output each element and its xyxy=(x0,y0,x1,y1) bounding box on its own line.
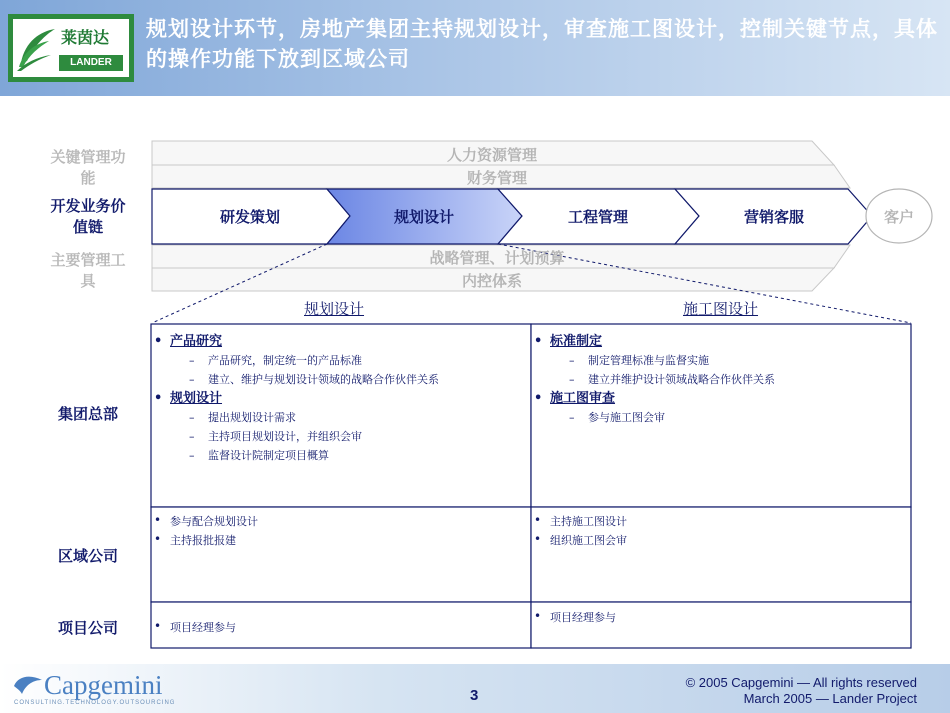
footer-band xyxy=(0,664,950,713)
chain-step-research[interactable]: 研发策划 xyxy=(219,208,280,226)
hq-left-content xyxy=(152,332,528,465)
group-title: 标准制定 xyxy=(550,334,603,349)
list-text: 主持报批报建 xyxy=(170,534,236,547)
planning-section-title xyxy=(304,298,364,319)
planning-section-text: 规划设计 xyxy=(304,300,365,318)
hr-band-label: 人力资源管理 xyxy=(446,146,537,164)
list-item: – 主持项目规划设计，并组织会审 xyxy=(189,430,362,443)
copyright-text: © 2005 Capgemini — All rights reserved xyxy=(685,675,917,690)
group-title: 产品研究 xyxy=(170,334,223,349)
date-project-text: March 2005 — Lander Project xyxy=(743,691,917,706)
list-item: • 主持报批报建 xyxy=(154,532,236,547)
key-mgmt-label xyxy=(30,147,146,189)
chain-step-marketing[interactable]: 营销客服 xyxy=(743,208,804,226)
list-item: • 标准制定 xyxy=(534,334,603,349)
list-text: 主持项目规划设计，并组织会审 xyxy=(208,430,362,443)
regional-left-content xyxy=(152,512,528,550)
regional-right-content xyxy=(532,512,908,550)
list-item: • 产品研究 xyxy=(154,334,223,349)
group-title: 规划设计 xyxy=(170,391,223,406)
customer-label: 客户 xyxy=(883,208,914,226)
main-tools-text: 主要管理工具 xyxy=(50,251,126,290)
row-label-regional: 区域公司 xyxy=(57,547,118,565)
capgemini-tagline: CONSULTING.TECHNOLOGY.OUTSOURCING xyxy=(14,700,176,706)
list-text: 建立、维护与规划设计领域的战略合作伙伴关系 xyxy=(208,373,439,386)
list-item: – 参与施工图会审 xyxy=(569,411,665,424)
list-text: 参与施工图会审 xyxy=(588,411,665,424)
list-text: 参与配合规划设计 xyxy=(170,515,258,528)
list-text: 项目经理参与 xyxy=(170,621,236,634)
chain-step-engineering[interactable]: 工程管理 xyxy=(567,208,628,226)
list-item: – 监督设计院制定项目概算 xyxy=(189,449,329,462)
list-item: • 参与配合规划设计 xyxy=(154,513,258,528)
copyright-block xyxy=(686,675,917,707)
logo-chinese-name: 莱茵达 xyxy=(61,28,110,47)
main-tools-label xyxy=(30,250,146,292)
row-label-hq: 集团总部 xyxy=(57,405,118,423)
chain-step-planning[interactable]: 规划设计 xyxy=(393,208,454,226)
list-text: 组织施工图会审 xyxy=(550,534,627,547)
list-item: – 产品研究，制定统一的产品标准 xyxy=(189,354,362,367)
list-item: • 施工图审查 xyxy=(534,391,616,406)
list-item: • 规划设计 xyxy=(154,391,223,406)
value-chain-label xyxy=(30,196,146,238)
key-mgmt-text: 关键管理功能 xyxy=(50,148,126,187)
list-text: 提出规划设计需求 xyxy=(208,411,296,424)
list-text: 主持施工图设计 xyxy=(550,515,627,528)
construction-section-text: 施工图设计 xyxy=(683,300,759,318)
strategy-band-label: 战略管理、计划预算 xyxy=(429,249,565,267)
value-chain-text: 开发业务价值链 xyxy=(50,197,126,236)
list-text: 项目经理参与 xyxy=(550,611,616,624)
construction-section-title xyxy=(683,298,758,319)
list-item: – 建立、维护与规划设计领域的战略合作伙伴关系 xyxy=(189,373,439,386)
page-title: 规划设计环节，房地产集团主持规划设计，审查施工图设计，控制关键节点，具体的操作功能下放到区域公司 xyxy=(146,17,938,71)
list-text: 产品研究，制定统一的产品标准 xyxy=(208,354,362,367)
page-number: 3 xyxy=(470,687,479,704)
list-item: • 组织施工图会审 xyxy=(534,532,627,547)
hq-right-content xyxy=(532,332,908,427)
control-band-label: 内控体系 xyxy=(461,272,522,290)
logo-english-name: LANDER xyxy=(59,55,123,71)
list-item: • 项目经理参与 xyxy=(154,619,236,634)
group-title: 施工图审查 xyxy=(550,391,616,406)
capgemini-spade-icon xyxy=(12,672,46,696)
list-item: – 制定管理标准与监督实施 xyxy=(569,354,709,367)
list-item: • 项目经理参与 xyxy=(534,609,616,624)
finance-band-label: 财务管理 xyxy=(466,169,527,187)
list-text: 制定管理标准与监督实施 xyxy=(588,354,709,367)
list-item: – 建立并维护设计领域战略合作伙伴关系 xyxy=(569,373,775,386)
list-item: • 主持施工图设计 xyxy=(534,513,627,528)
row-label-project: 项目公司 xyxy=(57,619,118,637)
project-left-content xyxy=(152,618,528,637)
list-text: 建立并维护设计领域战略合作伙伴关系 xyxy=(588,373,775,386)
list-text: 监督设计院制定项目概算 xyxy=(208,449,329,462)
capgemini-logo: Capgemini xyxy=(44,670,163,700)
project-right-content xyxy=(532,608,908,627)
list-item: – 提出规划设计需求 xyxy=(189,411,296,424)
